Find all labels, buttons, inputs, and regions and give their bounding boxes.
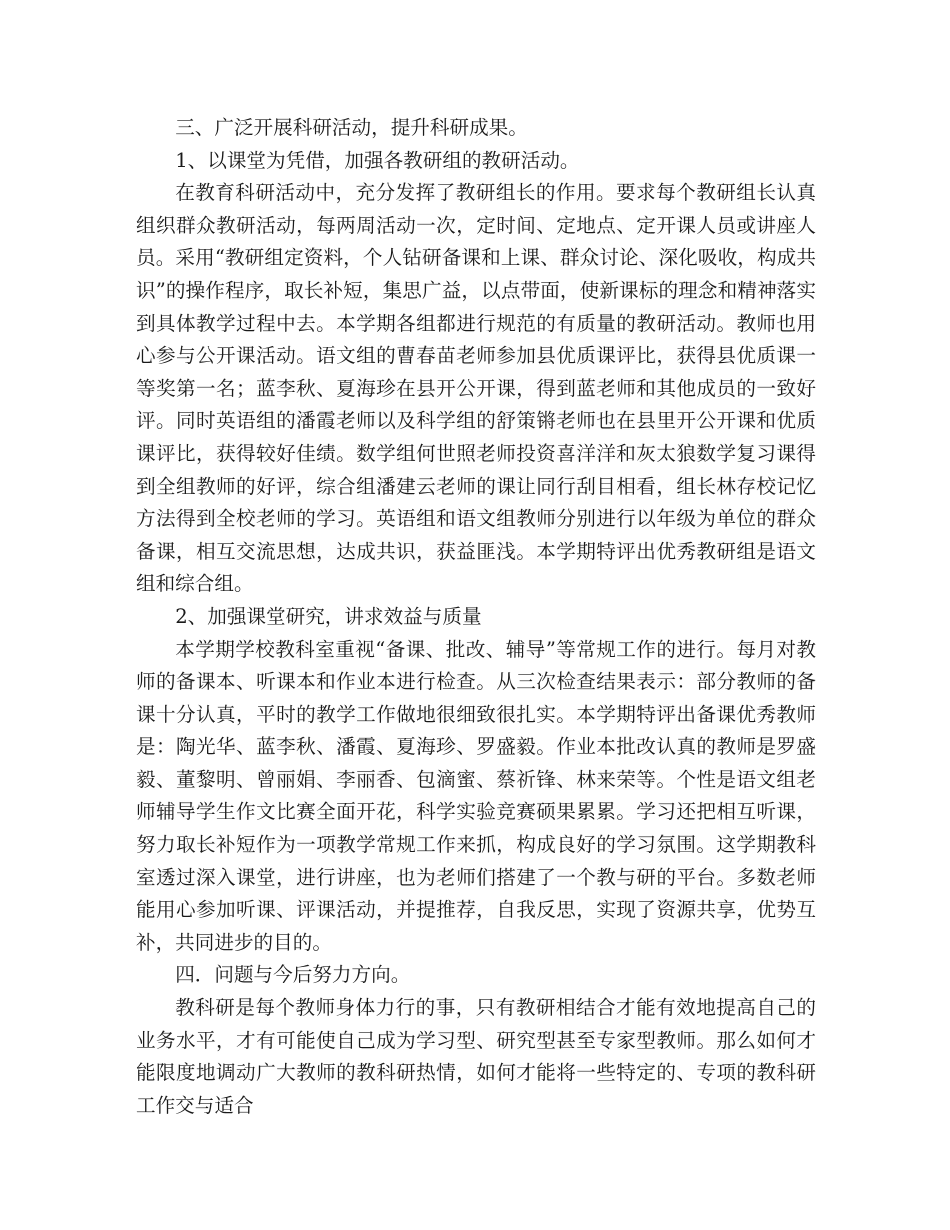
paragraph-routine-work-inspection: 本学期学校教科室重视“备课、批改、辅导”等常规工作的进行。每月对教师的备课本、听课本和作业本进行检查。从三次检查结果表示：部分教师的备课十分认真，平时的教学工作做地很细致很扎实。本学期特评出备课优秀教师是：陶光华、蓝李秋、潘霞、夏海珍、罗盛毅。作业本批改认真的教师是罗盛毅、董黎明、曾丽娟、李丽香、包滴蜜、蔡祈锋、林来荣等。个性是语文组老师辅导学生作文比赛全面开花，科学实验竞赛硕果累累。学习还把相互听课，努力取长补短作为一项教学常规工作来抓，构成良好的学习氛围。这学期教科室透过深入课堂，进行讲座，也为老师们搭建了一个教与研的平台。多数老师能用心参加听课、评课活动，并提推荐，自我反思，实现了资源共享，优势互补，共同进步的目的。 <box>136 637 816 954</box>
document-body <box>136 112 816 1122</box>
section-heading-problems-directions: 四．问题与今后努力方向。 <box>175 963 411 987</box>
section-heading-research-activities: 三、广泛开展科研活动，提升科研成果。 <box>175 116 528 139</box>
subheading-classroom-research-groups: 1、以课堂为凭借，加强各教研组的教研活动。 <box>175 148 580 172</box>
paragraph-research-group-activities: 在教育科研活动中，充分发挥了教研组长的作用。要求每个教研组长认真组织群众教研活动，每两周活动一次，定时间、定地点、定开课人员或讲座人员。采用“教研组定资料，个人钻研备课和上课、群众讨论、深化吸收，构成共识”的操作程序，取长补短，集思广益，以点带面，使新课标的理念和精神落实到具体教学过程中去。本学期各组都进行规范的有质量的教研活动。教师也用心参与公开课活动。语文组的曹春苗老师参加县优质课评比，获得县优质课一等奖第一名；蓝李秋、夏海珍在县开公开课，得到蓝老师和其他成员的一致好评。同时英语组的潘霞老师以及科学组的舒策锵老师也在县里开公开课和优质课评比，获得较好佳绩。数学组何世照老师投资喜洋洋和灰太狼数学复习课得到全组教师的好评，综合组潘建云老师的课让同行刮目相看，组长林存校记忆方法得到全校老师的学习。英语组和语文组教师分别进行以年级为单位的群众备课，相互交流思想，达成共识，获益匪浅。本学期特评出优秀教研组是语文组和综合组。 <box>136 181 816 596</box>
paragraph-future-directions: 教科研是每个教师身体力行的事，只有教研相结合才能有效地提高自己的业务水平，才有可能使自己成为学习型、研究型甚至专家型教师。那么如何才能限度地调动广大教师的教科研热情，如何才能将一些特定的、专项的教科研工作交与适合 <box>136 996 816 1117</box>
subheading-classroom-study-quality: 2、加强课堂研究，讲求效益与质量 <box>175 604 482 628</box>
